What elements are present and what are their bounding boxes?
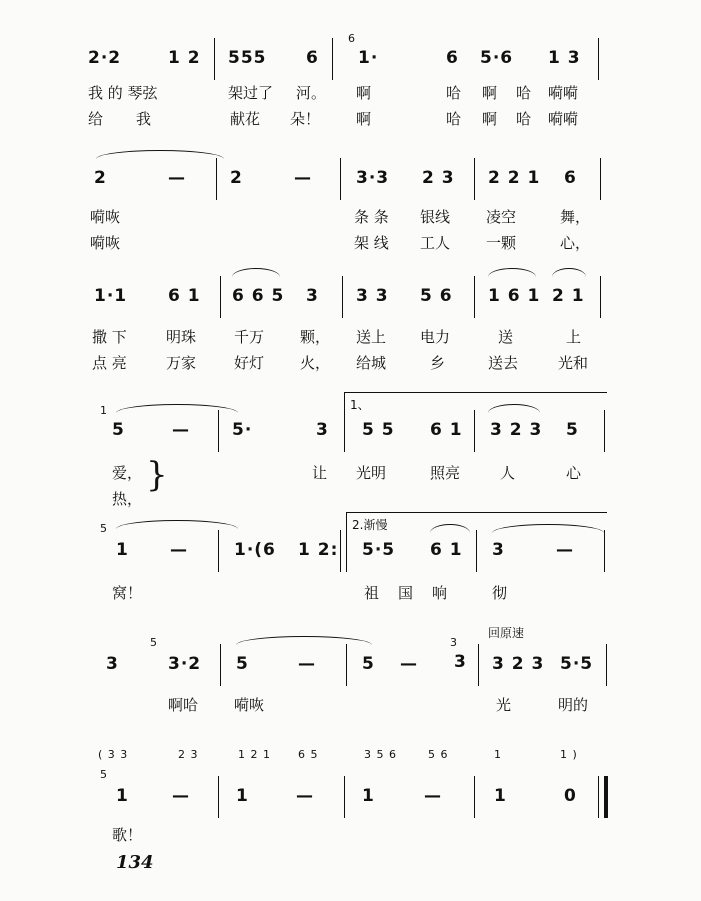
lyric: 心， bbox=[560, 234, 591, 252]
note-group: 3 bbox=[306, 286, 319, 306]
volta-label: 1、 bbox=[350, 398, 370, 412]
barline bbox=[214, 38, 215, 80]
note-group: 2·2 bbox=[88, 48, 122, 68]
lyric: 窝！ bbox=[112, 584, 143, 602]
note-group: 6 1 bbox=[168, 286, 201, 306]
lyric: 嗬嗬 bbox=[548, 110, 579, 128]
grace-note: 5 bbox=[100, 522, 108, 535]
lyric: 光和 bbox=[558, 354, 589, 372]
note-group: — bbox=[298, 654, 316, 674]
barline bbox=[344, 776, 345, 818]
note-group: 1·(6 bbox=[234, 540, 276, 560]
note-group: — bbox=[294, 168, 312, 188]
lyric: 乡 bbox=[430, 354, 446, 372]
barline bbox=[218, 410, 219, 452]
volta-bracket bbox=[344, 392, 607, 411]
note-group: ( 3 3 bbox=[98, 748, 129, 761]
lyric: 河。 bbox=[296, 84, 327, 102]
barline bbox=[604, 530, 605, 572]
note-group: 2 2 1 bbox=[488, 168, 541, 188]
lyric: 光 bbox=[496, 696, 512, 714]
lyric: 哈 bbox=[516, 110, 532, 128]
lyric: 爱， bbox=[112, 464, 143, 482]
note-group: 3 bbox=[106, 654, 119, 674]
lyric: 彻 bbox=[492, 584, 508, 602]
barline bbox=[218, 776, 219, 818]
tie bbox=[488, 268, 536, 277]
barline bbox=[332, 38, 333, 80]
note-group: 5 6 bbox=[428, 748, 449, 761]
lyric: 嗬咴 bbox=[90, 208, 121, 226]
note-group: 5 5 bbox=[362, 420, 395, 440]
barline bbox=[604, 410, 605, 452]
note-group: 6 6 5 bbox=[232, 286, 285, 306]
barline bbox=[478, 644, 479, 686]
note-group: 5· bbox=[232, 420, 253, 440]
lyric: 点 亮 bbox=[92, 354, 127, 372]
note-group: 2 3 bbox=[422, 168, 455, 188]
lyric: 照亮 bbox=[430, 464, 461, 482]
note-group: 5 bbox=[362, 654, 375, 674]
lyric: 人 bbox=[500, 464, 516, 482]
note-group: 1 bbox=[494, 786, 507, 806]
note-group: 3 bbox=[492, 540, 505, 560]
note-group: 3 3 bbox=[356, 286, 389, 306]
note-group: 2 bbox=[94, 168, 107, 188]
lyric: 给城 bbox=[356, 354, 387, 372]
lyric: 舞， bbox=[560, 208, 591, 226]
lyric: 啊 bbox=[482, 84, 498, 102]
lyric: 火， bbox=[300, 354, 331, 372]
lyric: 千万 bbox=[234, 328, 265, 346]
barline bbox=[216, 158, 217, 200]
note-group: 3 2 3 bbox=[490, 420, 543, 440]
note-group: 5·6 bbox=[480, 48, 514, 68]
note-group: 6 bbox=[564, 168, 577, 188]
barline bbox=[340, 530, 341, 572]
note-group: 6 1 bbox=[430, 540, 463, 560]
tie bbox=[232, 268, 280, 277]
lyric: 嗬嗬 bbox=[548, 84, 579, 102]
note-group: — bbox=[424, 786, 442, 806]
final-barline bbox=[604, 776, 608, 818]
barline bbox=[474, 276, 475, 318]
note-group: 3 2 3 bbox=[492, 654, 545, 674]
volta-label: 2.渐慢 bbox=[352, 518, 388, 532]
grace-note: 1 bbox=[100, 404, 108, 417]
note-group: 5 bbox=[112, 420, 125, 440]
grace-note: 5 bbox=[150, 636, 158, 649]
note-group: 5·5 bbox=[362, 540, 396, 560]
lyric: 哈 bbox=[516, 84, 532, 102]
barline bbox=[598, 776, 599, 818]
note-group: — bbox=[556, 540, 574, 560]
note-group: — bbox=[296, 786, 314, 806]
lyric: 架 线 bbox=[354, 234, 389, 252]
note-group: 2 3 bbox=[178, 748, 199, 761]
tie bbox=[116, 404, 238, 413]
lyric: 银线 bbox=[420, 208, 451, 226]
tie bbox=[236, 636, 372, 645]
lyric: 架过了 bbox=[228, 84, 274, 102]
note-group: 3·3 bbox=[356, 168, 390, 188]
note-group: — bbox=[172, 786, 190, 806]
lyric: 光明 bbox=[356, 464, 387, 482]
note-group: 6 1 bbox=[430, 420, 463, 440]
lyric-brace: } bbox=[146, 455, 168, 495]
lyric: 朵！ bbox=[290, 110, 321, 128]
note-group: 555 bbox=[228, 48, 267, 68]
note-group: 6 bbox=[446, 48, 459, 68]
barline bbox=[344, 410, 345, 452]
tempo-marking: 回原速 bbox=[488, 626, 525, 640]
note-group: 1· bbox=[358, 48, 379, 68]
lyric: 条 条 bbox=[354, 208, 389, 226]
lyric: 送上 bbox=[356, 328, 387, 346]
barline bbox=[600, 276, 601, 318]
lyric: 好灯 bbox=[234, 354, 265, 372]
lyric: 万家 bbox=[166, 354, 197, 372]
lyric: 啊哈 bbox=[168, 696, 199, 714]
barline bbox=[220, 276, 221, 318]
note-group: 1 bbox=[236, 786, 249, 806]
note-group: 3·2 bbox=[168, 654, 202, 674]
barline bbox=[600, 158, 601, 200]
lyric: 我 bbox=[136, 110, 152, 128]
lyric: 心 bbox=[566, 464, 582, 482]
page-number: 134 bbox=[116, 852, 154, 873]
lyric: 热， bbox=[112, 490, 143, 508]
lyric: 我 的 琴弦 bbox=[88, 84, 158, 102]
lyric: 哈 bbox=[446, 110, 462, 128]
tie bbox=[552, 268, 586, 277]
note-group: 5 bbox=[236, 654, 249, 674]
lyric: 撒 下 bbox=[92, 328, 127, 346]
note-group: 1 3 bbox=[548, 48, 581, 68]
note-group: 3 bbox=[316, 420, 329, 440]
barline bbox=[346, 530, 347, 572]
note-group: 5 bbox=[566, 420, 579, 440]
lyric: 嗬咴 bbox=[234, 696, 265, 714]
note-group: 5 6 bbox=[420, 286, 453, 306]
lyric: 歌！ bbox=[112, 826, 143, 844]
tie bbox=[96, 150, 224, 159]
barline bbox=[474, 776, 475, 818]
lyric: 献花 bbox=[230, 110, 261, 128]
note-group: 1·1 bbox=[94, 286, 128, 306]
lyric: 上 bbox=[566, 328, 582, 346]
barline bbox=[606, 644, 607, 686]
barline bbox=[598, 38, 599, 80]
lyric: 国 bbox=[398, 584, 414, 602]
note-group: 6 5 bbox=[298, 748, 319, 761]
note-group: 1 bbox=[116, 540, 129, 560]
lyric: 啊 bbox=[482, 110, 498, 128]
note-group: 2 bbox=[230, 168, 243, 188]
note-group: 3 5 6 bbox=[364, 748, 397, 761]
lyric: 凌空 bbox=[486, 208, 517, 226]
lyric: 送 bbox=[498, 328, 514, 346]
note-group: 1 2 1 bbox=[238, 748, 271, 761]
barline bbox=[474, 410, 475, 452]
note-group: 6 bbox=[306, 48, 319, 68]
barline bbox=[340, 158, 341, 200]
lyric: 响 bbox=[432, 584, 448, 602]
lyric: 啊 bbox=[356, 84, 372, 102]
barline bbox=[476, 530, 477, 572]
note-group: 1 bbox=[116, 786, 129, 806]
grace-note: 6 bbox=[348, 32, 356, 45]
lyric: 哈 bbox=[446, 84, 462, 102]
grace-note: 3 bbox=[450, 636, 458, 649]
lyric: 一颗 bbox=[486, 234, 517, 252]
lyric: 明的 bbox=[558, 696, 589, 714]
barline bbox=[346, 644, 347, 686]
note-group: 5·5 bbox=[560, 654, 594, 674]
barline bbox=[220, 644, 221, 686]
lyric: 工人 bbox=[420, 234, 451, 252]
lyric: 嗬咴 bbox=[90, 234, 121, 252]
note-group: 0 bbox=[564, 786, 577, 806]
note-group: 2 1 bbox=[552, 286, 585, 306]
lyric: 让 bbox=[312, 464, 328, 482]
note-group: 1 2: bbox=[298, 540, 339, 560]
barline bbox=[342, 276, 343, 318]
note-group: 1 bbox=[494, 748, 502, 761]
note-group: 1 ) bbox=[560, 748, 578, 761]
lyric: 送去 bbox=[488, 354, 519, 372]
barline bbox=[474, 158, 475, 200]
note-group: 1 bbox=[362, 786, 375, 806]
barline bbox=[218, 530, 219, 572]
lyric: 给 bbox=[88, 110, 104, 128]
grace-note: 5 bbox=[100, 768, 108, 781]
tie bbox=[116, 520, 238, 529]
note-group: 1 6 1 bbox=[488, 286, 541, 306]
lyric: 祖 bbox=[364, 584, 380, 602]
note-group: — bbox=[170, 540, 188, 560]
lyric: 明珠 bbox=[166, 328, 197, 346]
lyric: 颗， bbox=[300, 328, 331, 346]
note-group: — bbox=[168, 168, 186, 188]
note-group: — bbox=[400, 654, 418, 674]
note-group: — bbox=[172, 420, 190, 440]
note-group: 1 2 bbox=[168, 48, 201, 68]
note-group: 3 bbox=[454, 652, 467, 672]
lyric: 啊 bbox=[356, 110, 372, 128]
lyric: 电力 bbox=[420, 328, 451, 346]
